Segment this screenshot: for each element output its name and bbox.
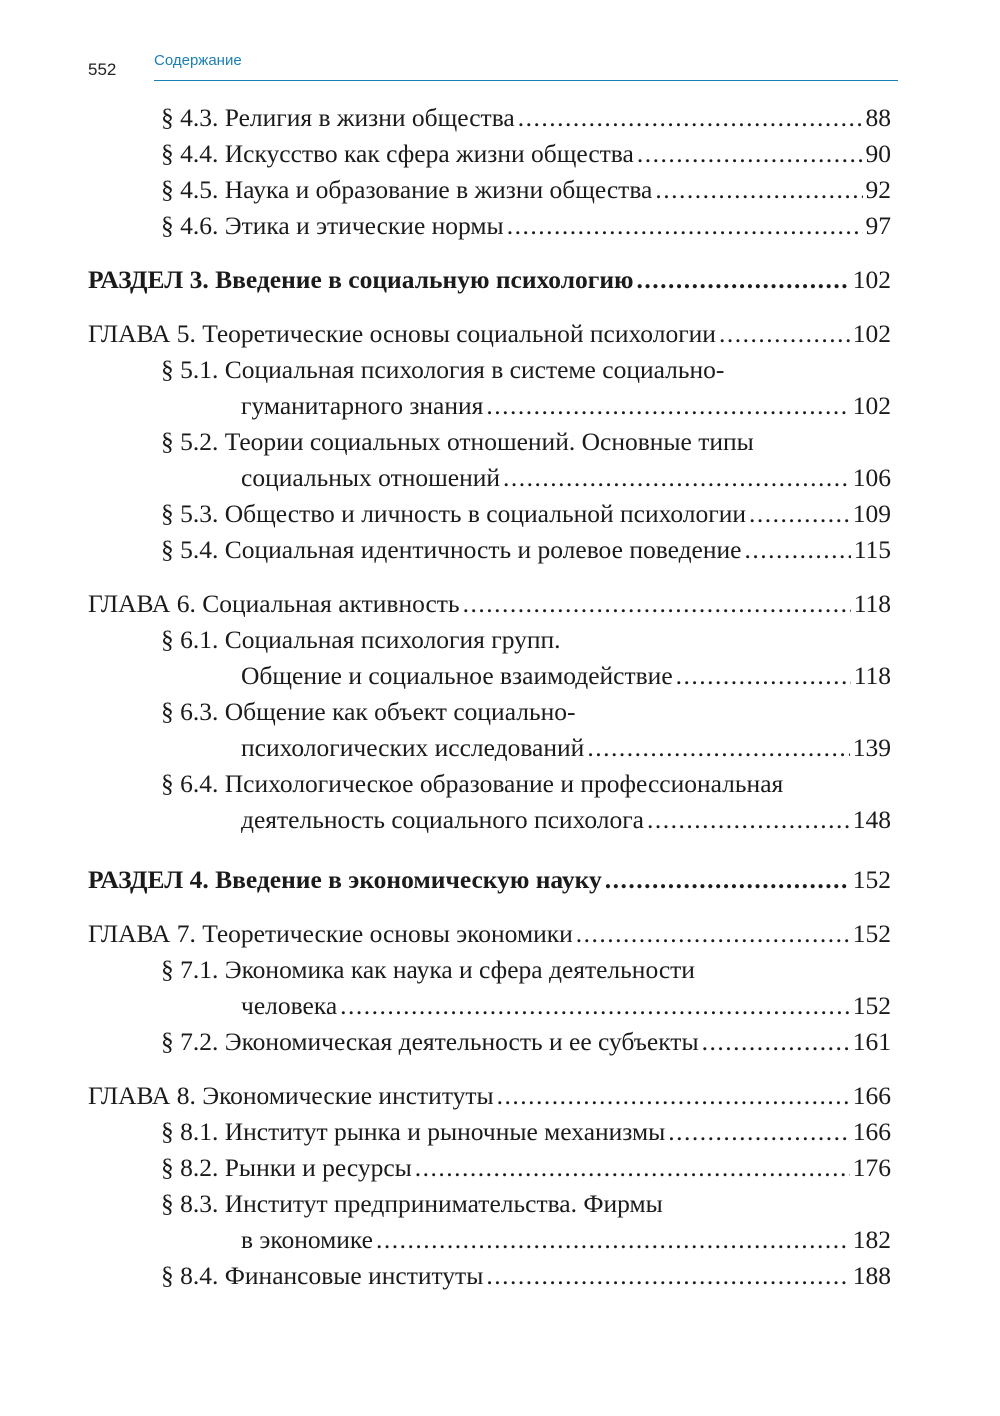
- entry-title: Социальная активность: [202, 589, 460, 618]
- page-ref: 97: [865, 211, 891, 240]
- page-ref: 182: [852, 1225, 891, 1254]
- paragraph-number: § 8.1.: [161, 1117, 219, 1146]
- page-ref: 102: [852, 319, 891, 348]
- paragraph-number: § 4.4.: [161, 139, 219, 168]
- toc-entry-chapter[interactable]: [88, 316, 891, 352]
- section-number: РАЗДЕЛ 3.: [88, 265, 209, 294]
- dot-leader: [749, 496, 850, 532]
- toc-entry-paragraph[interactable]: [161, 136, 891, 172]
- paragraph-number: § 7.1.: [161, 955, 219, 984]
- page-ref: 139: [852, 733, 891, 762]
- paragraph-number: § 7.2.: [161, 1027, 219, 1056]
- dot-leader: [719, 316, 850, 352]
- dot-leader: [463, 586, 851, 622]
- dot-leader: [486, 1258, 849, 1294]
- dot-leader: [676, 658, 851, 694]
- toc-entry-paragraph[interactable]: [161, 622, 891, 694]
- page-ref: 118: [853, 589, 891, 618]
- toc-entry-paragraph[interactable]: [161, 100, 891, 136]
- paragraph-number: § 8.2.: [161, 1153, 219, 1182]
- page-ref: 115: [853, 535, 891, 564]
- entry-title-line-1: Теории социальных отношений. Основные типы: [224, 427, 754, 456]
- dot-leader: [745, 532, 851, 568]
- entry-title: Социальная идентичность и ролевое поведение: [224, 535, 742, 564]
- toc-entry-paragraph[interactable]: [161, 352, 891, 424]
- page-ref: 166: [852, 1117, 891, 1146]
- entry-title-line-2: Общение и социальное взаимодействие: [241, 661, 673, 690]
- entry-title-line-2: гуманитарного знания: [241, 391, 484, 420]
- entry-title: Религия в жизни общества: [224, 103, 515, 132]
- page-header: [88, 48, 898, 84]
- toc-entry-chapter[interactable]: [88, 1078, 891, 1114]
- chapter-number: ГЛАВА 6.: [88, 589, 196, 618]
- page-ref: 118: [853, 661, 891, 690]
- entry-title: Введение в социальную психологию: [215, 265, 634, 294]
- entry-title-line-1: Институт предпринимательства. Фирмы: [224, 1189, 663, 1218]
- dot-leader: [576, 916, 850, 952]
- toc-entry-paragraph[interactable]: [161, 208, 891, 244]
- paragraph-number: § 4.5.: [161, 175, 219, 204]
- dot-leader: [507, 208, 863, 244]
- header-rule: [154, 80, 898, 81]
- toc-entry-paragraph[interactable]: [161, 172, 891, 208]
- dot-leader: [518, 100, 863, 136]
- entry-title-line-2: социальных отношений: [241, 463, 501, 492]
- page-ref: 176: [852, 1153, 891, 1182]
- entry-title-line-2: деятельность социального психолога: [241, 805, 644, 834]
- paragraph-number: § 5.1.: [161, 355, 219, 384]
- chapter-number: ГЛАВА 8.: [88, 1081, 196, 1110]
- page-ref: 188: [852, 1261, 891, 1290]
- toc-entry-paragraph[interactable]: [161, 1150, 891, 1186]
- entry-title-line-1: Социальная психология в системе социально-: [224, 355, 725, 384]
- paragraph-number: § 4.6.: [161, 211, 219, 240]
- running-title: Содержание: [154, 52, 242, 69]
- toc-entry-paragraph[interactable]: [161, 766, 891, 838]
- dot-leader: [702, 1024, 850, 1060]
- page-number: 552: [88, 60, 117, 79]
- toc-entry-section[interactable]: [88, 862, 891, 898]
- toc-entry-section[interactable]: [88, 262, 891, 298]
- entry-title: Институт рынка и рыночные механизмы: [224, 1117, 666, 1146]
- entry-title-line-2: человека: [241, 991, 338, 1020]
- paragraph-number: § 8.3.: [161, 1189, 219, 1218]
- page-ref: 148: [852, 805, 891, 834]
- page-ref: 152: [852, 991, 891, 1020]
- table-of-contents: [88, 100, 891, 1294]
- entry-title: Экономическая деятельность и ее субъекты: [224, 1027, 699, 1056]
- page-ref: 152: [852, 919, 891, 948]
- toc-entry-paragraph[interactable]: [161, 694, 891, 766]
- entry-title: Искусство как сфера жизни общества: [224, 139, 634, 168]
- entry-title-line-2: психологических исследований: [241, 733, 585, 762]
- dot-leader: [605, 862, 850, 898]
- entry-title: Наука и образование в жизни общества: [224, 175, 653, 204]
- entry-title: Финансовые институты: [224, 1261, 484, 1290]
- entry-title-line-1: Общение как объект социально-: [224, 697, 576, 726]
- dot-leader: [637, 262, 850, 298]
- toc-entry-paragraph[interactable]: [161, 1258, 891, 1294]
- entry-title: Экономические институты: [202, 1081, 494, 1110]
- page-ref: 92: [865, 175, 891, 204]
- entry-title: Рынки и ресурсы: [224, 1153, 412, 1182]
- page-ref: 161: [852, 1027, 891, 1056]
- entry-title: Этика и этические нормы: [224, 211, 504, 240]
- page-ref: 102: [852, 391, 891, 420]
- paragraph-number: § 8.4.: [161, 1261, 219, 1290]
- toc-entry-chapter[interactable]: [88, 916, 891, 952]
- page-ref: 152: [852, 865, 891, 894]
- dot-leader: [376, 1222, 850, 1258]
- page-ref: 109: [852, 499, 891, 528]
- toc-entry-paragraph[interactable]: [161, 1114, 891, 1150]
- section-number: РАЗДЕЛ 4.: [88, 865, 209, 894]
- paragraph-number: § 5.2.: [161, 427, 219, 456]
- dot-leader: [503, 460, 850, 496]
- paragraph-number: § 6.1.: [161, 625, 219, 654]
- dot-leader: [668, 1114, 849, 1150]
- toc-entry-paragraph[interactable]: [161, 1186, 891, 1258]
- page-ref: 88: [865, 103, 891, 132]
- paragraph-number: § 6.3.: [161, 697, 219, 726]
- dot-leader: [655, 172, 862, 208]
- dot-leader: [415, 1150, 850, 1186]
- entry-title: Введение в экономическую науку: [215, 865, 602, 894]
- entry-title: Теоретические основы социальной психологии: [202, 319, 716, 348]
- dot-leader: [340, 988, 850, 1024]
- toc-entry-paragraph[interactable]: [161, 952, 891, 1024]
- toc-entry-paragraph[interactable]: [161, 1024, 891, 1060]
- paragraph-number: § 4.3.: [161, 103, 219, 132]
- page-ref: 90: [865, 139, 891, 168]
- entry-title-line-1: Экономика как наука и сфера деятельности: [224, 955, 695, 984]
- toc-entry-paragraph[interactable]: [161, 496, 891, 532]
- chapter-number: ГЛАВА 5.: [88, 319, 196, 348]
- entry-title-line-1: Психологическое образование и профессиональная: [224, 769, 784, 798]
- dot-leader: [587, 730, 849, 766]
- paragraph-number: § 5.4.: [161, 535, 219, 564]
- entry-title: Общество и личность в социальной психологии: [224, 499, 747, 528]
- dot-leader: [497, 1078, 850, 1114]
- dot-leader: [486, 388, 849, 424]
- paragraph-number: § 6.4.: [161, 769, 219, 798]
- page-ref: 106: [852, 463, 891, 492]
- page-ref: 102: [852, 265, 891, 294]
- chapter-number: ГЛАВА 7.: [88, 919, 196, 948]
- page-ref: 166: [852, 1081, 891, 1110]
- toc-entry-paragraph[interactable]: [161, 532, 891, 568]
- dot-leader: [647, 802, 850, 838]
- entry-title: Теоретические основы экономики: [202, 919, 573, 948]
- toc-entry-chapter[interactable]: [88, 586, 891, 622]
- toc-entry-paragraph[interactable]: [161, 424, 891, 496]
- entry-title-line-1: Социальная психология групп.: [224, 625, 561, 654]
- paragraph-number: § 5.3.: [161, 499, 219, 528]
- entry-title-line-2: в экономике: [241, 1225, 373, 1254]
- dot-leader: [637, 136, 863, 172]
